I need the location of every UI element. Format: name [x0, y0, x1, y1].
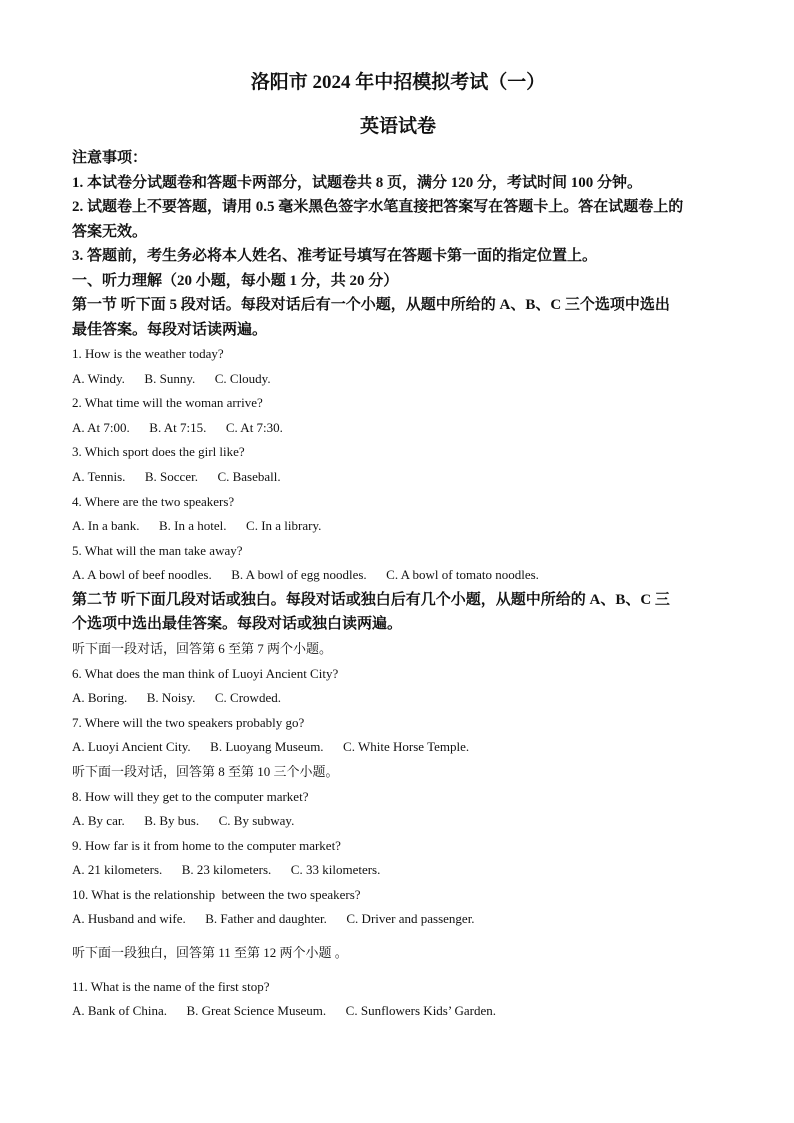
exam-page: [72, 70, 724, 1024]
page-title: 洛阳市 2024 年中招模拟考试（一）: [250, 72, 546, 93]
question-options: A. Tennis. B. Soccer. C. Baseball.: [72, 468, 281, 484]
section2-instructions: 第二节 听下面几段对话或独白。每段对话或独白后有几个小题，从题中所给的 A、B、C 三: [72, 591, 670, 608]
question-text: 3. Which sport does the girl like?: [72, 444, 245, 460]
listening-instruction: 听下面一段对话，回答第 6 至第 7 两个小题。: [72, 640, 333, 656]
question-text: 11. What is the name of the first stop?: [72, 978, 270, 994]
question-options: A. A bowl of beef noodles. B. A bowl of egg noodles. C. A bowl of tomato noodles.: [72, 567, 539, 583]
section1-instructions: 最佳答案。每段对话读两遍。: [72, 321, 268, 338]
question-text: 8. How will they get to the computer market?: [72, 788, 309, 804]
note-item: 答案无效。: [72, 223, 148, 240]
section2-instructions: 个选项中选出最佳答案。每段对话或独白读两遍。: [72, 616, 403, 633]
question-text: 7. Where will the two speakers probably go?: [72, 714, 305, 730]
question-text: 5. What will the man take away?: [72, 542, 243, 558]
question-options: A. 21 kilometers. B. 23 kilometers. C. 33 kilometers.: [72, 862, 381, 878]
question-options: A. Luoyi Ancient City. B. Luoyang Museum. C. White Horse Temple.: [72, 739, 470, 755]
question-text: 4. Where are the two speakers?: [72, 493, 235, 509]
question-options: A. At 7:00. B. At 7:15. C. At 7:30.: [72, 419, 283, 435]
question-text: 1. How is the weather today?: [72, 346, 224, 361]
listening-instruction: 听下面一段独白，回答第 11 至第 12 两个小题 。: [72, 945, 348, 961]
question-options: A. Boring. B. Noisy. C. Crowded.: [72, 690, 281, 706]
question-options: A. By car. B. By bus. C. By subway.: [72, 813, 295, 829]
question-text: 9. How far is it from home to the computer market?: [72, 837, 341, 853]
part-heading: 一、听力理解（20 小题，每小题 1 分，共 20 分）: [72, 272, 399, 289]
note-item: 2. 试题卷上不要答题，请用 0.5 毫米黑色签字水笔直接把答案写在答题卡上。答在试题卷上的: [72, 199, 684, 215]
question-text: 2. What time will the woman arrive?: [72, 395, 263, 411]
listening-instruction: 听下面一段对话，回答第 8 至第 10 三个小题。: [72, 763, 339, 779]
page-subtitle: 英语试卷: [359, 116, 436, 137]
question-options: A. Husband and wife. B. Father and daughter. C. Driver and passenger.: [72, 911, 475, 927]
question-text: 10. What is the relationship between the two speakers?: [72, 886, 361, 902]
question-options: A. Windy. B. Sunny. C. Cloudy.: [72, 370, 271, 386]
section1-instructions: 第一节 听下面 5 段对话。每段对话后有一个小题，从题中所给的 A、B、C 三个选项中选出: [72, 297, 670, 313]
question-options: A. Bank of China. B. Great Science Museum. C. Sunflowers Kids’ Garden.: [72, 1003, 496, 1019]
question-text: 6. What does the man think of Luoyi Ancient City?: [72, 665, 339, 681]
note-item: 1. 本试卷分试题卷和答题卡两部分，试题卷共 8 页，满分 120 分，考试时间 100 分钟。: [72, 174, 643, 191]
note-item: 3. 答题前，考生务必将本人姓名、准考证号填写在答题卡第一面的指定位置上。: [72, 248, 598, 264]
question-options: A. In a bank. B. In a hotel. C. In a library.: [72, 518, 322, 534]
notes-heading: 注意事项：: [72, 150, 148, 166]
